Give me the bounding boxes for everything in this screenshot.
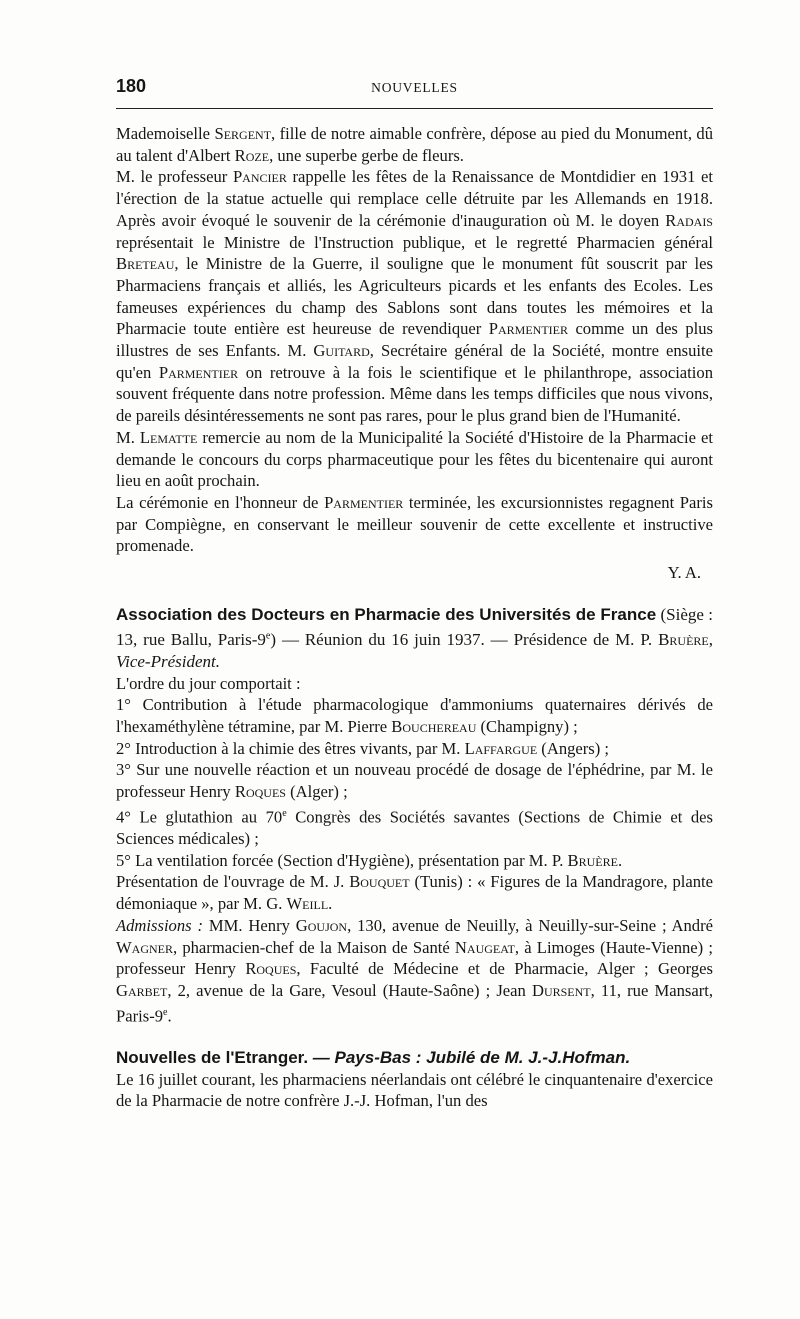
- text-run: , 2, avenue de la Gare, Vesoul (Haute-Saône) ; Jean: [167, 980, 532, 1000]
- signature: Y. A.: [667, 563, 701, 583]
- name-smallcaps: Radais: [665, 210, 713, 230]
- name-smallcaps: Wagner: [116, 937, 173, 957]
- text-run: (Tunis) : « Figures de la Mandragore, plante démoniaque », par M. G.: [116, 872, 714, 914]
- text-run: La cérémonie en l'honneur de: [116, 492, 325, 512]
- name-smallcaps: Naugeat: [454, 937, 515, 957]
- text-run: 1° Contribution à l'étude pharmacologique d'ammoniums quaternaires dérivés de l'hexaméthylène tétramine, par M. Pierre: [116, 695, 713, 736]
- paragraph: [116, 427, 713, 492]
- paragraph: Le 16 juillet courant, les pharmaciens néerlandais ont célébré le cinquantenaire d'exercice de la Pharmacie de notre confrère J.-J. Hofman, l'un des: [116, 1069, 713, 1111]
- text-run: ) — Réunion du 16 juin 1937. — Présidence de M. P.: [270, 630, 659, 650]
- text-run: (Champigny) ;: [476, 716, 578, 736]
- section-foreign-news: [116, 1047, 713, 1112]
- name-smallcaps: Roze: [234, 145, 270, 165]
- name-smallcaps: Goujon: [295, 915, 348, 935]
- name-smallcaps: Pancier: [232, 167, 287, 187]
- agenda-item: [116, 850, 713, 872]
- text-run: Présentation de l'ouvrage de M. J.: [116, 872, 350, 892]
- name-smallcaps: Parmentier: [324, 492, 404, 512]
- text-run: , 11, rue Mansart, Paris-9: [116, 980, 714, 1026]
- agenda-item: [116, 803, 713, 850]
- admissions-paragraph: [116, 915, 713, 1027]
- page-number: 180: [116, 76, 147, 96]
- text-run: , 130, avenue de Neuilly, à Neuilly-sur-Seine ; André: [347, 915, 713, 935]
- superscript: e: [265, 630, 271, 642]
- italic-text: Admissions :: [116, 915, 204, 935]
- name-smallcaps: Parmentier: [488, 319, 568, 339]
- name-smallcaps: Lematte: [139, 427, 198, 447]
- section-association: [116, 604, 713, 1027]
- agenda-item: [116, 759, 713, 802]
- superscript: e: [163, 1006, 168, 1018]
- name-smallcaps: Roques: [245, 959, 297, 979]
- agenda-intro: L'ordre du jour comportait :: [116, 673, 301, 693]
- name-smallcaps: Parmentier: [158, 362, 239, 382]
- name-smallcaps: Dursent: [531, 980, 591, 1000]
- name-smallcaps: Bruère: [567, 850, 618, 870]
- text-run: , Secrétaire général de la Société, montre ensuite qu'en: [116, 341, 713, 382]
- running-head: NOUVELLES: [371, 80, 458, 95]
- name-smallcaps: Laffargue: [464, 738, 538, 758]
- text-run: .: [167, 1006, 172, 1026]
- text-run: remercie au nom de la Municipalité la Société d'Histoire de la Pharmacie et demande le concours du corps pharmaceutique pour les fêtes du bicentenaire qui auront lieu en août prochain.: [116, 427, 713, 491]
- text-run: .: [328, 894, 333, 914]
- text-run: , pharmacien-chef de la Maison de Santé: [173, 937, 455, 957]
- name-smallcaps: Bouchereau: [391, 716, 477, 736]
- text-run: comme un des plus illustres de ses Enfants. M.: [116, 319, 713, 361]
- presentation-paragraph: [116, 871, 713, 914]
- association-heading: [116, 604, 713, 673]
- text-run: 4° Le glutathion au 70: [116, 807, 283, 827]
- text-run: , fille de notre aimable confrère, dépose au pied du Monument, dû au talent d'Albert: [116, 124, 714, 165]
- page-content: [116, 123, 713, 1112]
- text-run: terminée, les excursionnistes regagnent Paris par Compiègne, en conservant le meilleur souvenir de cette excellente et instructive promenade.: [116, 492, 713, 556]
- name-smallcaps: Weill: [286, 894, 329, 914]
- text-run: , Faculté de Médecine et de Pharmacie, Alger ; Georges: [296, 959, 713, 979]
- foreign-news-subtitle: — Pays-Bas : Jubilé de M. J.-J.Hofman.: [308, 1047, 631, 1067]
- name-smallcaps: Garbet: [116, 980, 168, 1000]
- name-smallcaps: Guitard: [313, 341, 370, 361]
- page-header: [116, 74, 713, 102]
- text-run: (Angers) ;: [537, 738, 610, 758]
- agenda-list: [116, 694, 713, 871]
- text-run: Mademoiselle: [116, 124, 215, 143]
- text-run: M. le professeur: [116, 167, 233, 187]
- name-smallcaps: Bruère: [658, 630, 709, 650]
- text-run: , le Ministre de la Guerre, il souligne que le monument fût souscrit par les Pharmaciens français et alliés, les Agriculteurs picards et les enfants des Ecoles. Les fameuses expériences du champ des Sablons sont dans toutes les mémoires et la Pharmacie toute entière est heureuse de revendiquer: [116, 254, 713, 339]
- text-run: rappelle les fêtes de la Renaissance de Montdidier en 1931 et l'érection de la statue actuelle qui remplace celle détruite par les Allemands en 1918. Après avoir évoqué le souvenir de la cérémonie d'inauguration où M. le doyen: [116, 167, 713, 230]
- name-smallcaps: Roques: [234, 782, 286, 802]
- text-run: (Siège : 13, rue Ballu, Paris-9: [116, 604, 713, 650]
- text-run: MM. Henry: [203, 915, 296, 935]
- superscript: e: [282, 807, 287, 819]
- text-run: 5° La ventilation forcée (Section d'Hygiène), présentation par M. P.: [116, 850, 568, 870]
- name-smallcaps: Breteau: [116, 254, 175, 274]
- text-run: 2° Introduction à la chimie des êtres vivants, par M.: [116, 738, 465, 758]
- name-smallcaps: Bouquet: [349, 872, 410, 892]
- text-run: .: [617, 850, 623, 870]
- foreign-news-heading: [116, 1047, 713, 1069]
- text-run: ,: [708, 630, 713, 650]
- text-run: , une superbe gerbe de fleurs.: [269, 145, 464, 165]
- paragraph: [116, 492, 713, 557]
- agenda-item: [116, 738, 713, 760]
- agenda-item: [116, 694, 713, 737]
- text-run: représentait le Ministre de l'Instruction publique, et le regretté Pharmacien général: [116, 232, 713, 252]
- text-run: , à Limoges (Haute-Vienne) ; professeur Henry: [116, 937, 713, 979]
- text-run: M.: [116, 427, 140, 447]
- paragraph: [116, 123, 713, 166]
- text-run: on retrouve à la fois le scientifique et le philanthrope, association souvent fréquente dans notre profession. Même dans les temps difficiles que nous vivons, de pareils désintéressements ne sont pas rares, pour le plus grand bien de l'Humanité.: [116, 362, 713, 426]
- section-parmentier-report: [116, 123, 713, 584]
- text-run: 3° Sur une nouvelle réaction et un nouveau procédé de dosage de l'éphédrine, par M. le professeur Henry: [116, 760, 713, 802]
- header-rule: [116, 108, 713, 109]
- name-smallcaps: Sergent: [214, 124, 272, 143]
- italic-text: Vice-Président.: [116, 651, 221, 671]
- text-run: Congrès des Sociétés savantes (Sections de Chimie et des Sciences médicales) ;: [116, 807, 713, 848]
- paragraph: [116, 166, 713, 426]
- text-run: (Alger) ;: [285, 782, 348, 802]
- association-title: Association des Docteurs en Pharmacie des Universités de France: [116, 604, 657, 624]
- foreign-news-title: Nouvelles de l'Etranger.: [116, 1047, 309, 1067]
